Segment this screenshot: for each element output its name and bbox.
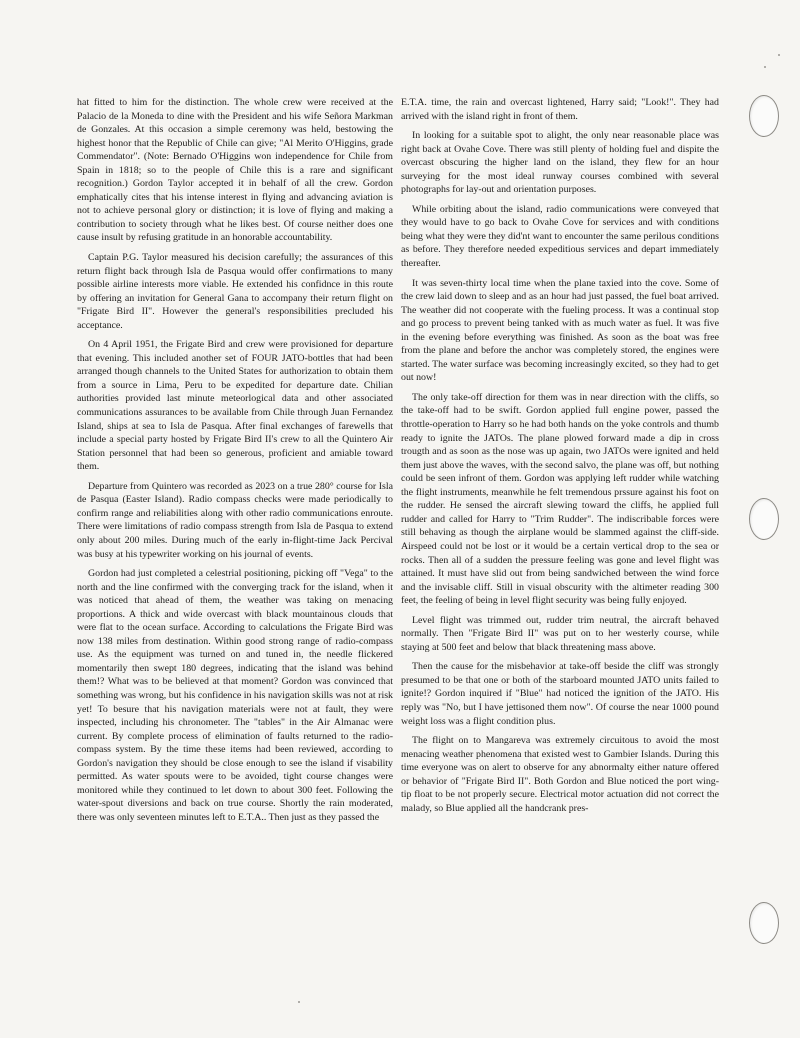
paragraph: E.T.A. time, the rain and overcast lightened, Harry said; "Look!". They had arrived with the island right in front of them. bbox=[401, 97, 719, 122]
punch-hole-bottom bbox=[749, 902, 779, 944]
paragraph: hat fitted to him for the distinction. The whole crew were received at the Palacio de la Moneda to dine with the President and his wife Señora Markman de Gonzales. At this occasion a simple ceremony was held, bestowing the highest honor that the Republic of Chile can give; "Al Merito O'Higgins, grade Commendator". (Note: Bernado O'Higgins won independence for Chile from Spain in 1818; so to the people of Chile this is a rare and significant recognition.) Gordon Taylor accepted it in behalf of all the crew. Gordon emphatically cites that his intense interest in flying and advancing aviation is not to achieve personal glory or distinction; it is love of flying and making a contribution to society through what he likes best. Of course neither does one cause insult by refusing gratitude in an honorable accountability. bbox=[77, 97, 393, 244]
left-text-column bbox=[77, 96, 393, 830]
paragraph: Level flight was trimmed out, rudder trim neutral, the aircraft behaved normally. Then "Frigate Bird II" was put on to her westerly course, while staying at 500 feet and below that black threatening mass above. bbox=[401, 614, 719, 653]
paragraph: It was seven-thirty local time when the plane taxied into the cove. Some of the crew laid down to sleep and as an hour had just passed, the fuel boat arrived. The weather did not cooperate with the fueling process. It was a continual stop and go process to prevent being tanked with as much water as fuel. It was five in the evening before everything was finished. As soon as the boat was free from the plane and before the anchor was completely stored, the engines were started. The water surface was becoming increasingly excited, so they had to get out now! bbox=[401, 277, 719, 384]
paragraph: On 4 April 1951, the Frigate Bird and crew were provisioned for departure that evening. This included another set of FOUR JATO-bottles that had been arranged though channels to the United States for authorization to obtain them from a source in Lima, Peru to be expedited for departure date. Chilian authorities provided last minute meteorlogical data and other associated communications assurances to be available from Chile through Juan Fernandez Island, ships at sea to Isla de Pasqua. After final exchanges of farewells that include a special party hosted by Frigate Bird II's crew to all the Quintero Air Station personnel that had been so generous, proficient and amiable toward them. bbox=[77, 339, 393, 473]
paper-speck bbox=[778, 54, 780, 56]
punch-hole-middle bbox=[749, 498, 779, 540]
paragraph: Captain P.G. Taylor measured his decision carefully; the assurances of this return flight back through Isla de Pasqua would offer confirmations to many possible airline interests more viable. He extended his confidnce in this route by offering an invitation for General Gana to accompany their return flight on "Frigate Bird II". However the general's responsibilities precluded his acceptance. bbox=[77, 252, 393, 331]
paragraph: Then the cause for the misbehavior at take-off beside the cliff was strongly presumed to be that one or both of the starboard mounted JATO units failed to ignite!? Gordon inquired if "Blue" had noticed the ignition of the JATO. His reply was "No, but I have jettisoned them now". Of course the near 1000 pound weight loss was a flight condition plus. bbox=[401, 661, 719, 727]
paragraph: While orbiting about the island, radio communications were conveyed that they would have to go back to Ovahe Cove for services and with conditions being what they were they did'nt want to encounter the same perilous conditions as before. They therefore needed expeditious services and depart immediately thereafter. bbox=[401, 203, 719, 270]
paragraph: The flight on to Mangareva was extremely circuitous to avoid the most menacing weather phenomena that existed west to Gambier Islands. During this time everyone was on alert to observe for any abnormalty either nature offered or behavior of "Frigate Bird II". Both Gordon and Blue noticed the port wing-tip float to be not properly secure. Electrical motor actuation did not correct the malady, so Blue applied all the handcrank pres- bbox=[401, 735, 719, 814]
punch-hole-top bbox=[749, 95, 779, 137]
paper-speck bbox=[764, 66, 766, 68]
paper-speck bbox=[298, 1001, 300, 1003]
paragraph: In looking for a suitable spot to alight, the only near reasonable place was right back at Ovahe Cove. There was still plenty of holding fuel and dispite the overcast obscuring the higher land on the island, they flew for an hour surveying for the most ideal runway courses combined with several photographs for lay-out and orientation purposes. bbox=[401, 130, 719, 196]
paragraph: Departure from Quintero was recorded as 2023 on a true 280° course for Isla de Pasqua (Easter Island). Radio compass checks were made periodically to confirm range and reliabilities along with other radio communications enroute. There were limitations of radio compass strength from Isla de Pasqua to extend only about 200 miles. During much of the early in-flight-time Jack Percival was busy at his typewriter working on his journal of events. bbox=[77, 480, 393, 560]
right-text-column bbox=[401, 96, 719, 821]
paragraph: Gordon had just completed a celestrial positioning, picking off "Vega" to the north and the line confirmed with the converging track for the island, when it was noticed that ahead of them, the weather was taking on menacing proportions. A thick and wide overcast with black mountainous clouds that were flat to the ocean surface. According to calculations the Frigate Bird was now 138 miles from destination. Within good strong range of radio-compass use. As the equipment was turned on and tuned in, the needle flickered momentarily then swept 180 degrees, indicating that the island was behind them!? What was to be believed at that moment? Gordon was convinced that something was wrong, but his confidence in his navigation skills was not at risk yet! To besure that his navigation materials were not at fault, they were inspected, including his chronometer. The "tables" in the Air Almanac were current. By complete process of elimination of faults returned to the radio-compass system. By the time these items had been reviewed, according to Gordon's navigation they should be close enough to see the island if visability permitted. As water spouts were to be avoided, tight course changes were monitored while they continued to let down to about 300 feet. Following the water-spout diversions and back on true course. Shortly the rain moderated, there was only seventeen minutes left to E.T.A.. Then just as they passed the bbox=[77, 568, 393, 823]
paragraph: The only take-off direction for them was in near direction with the cliffs, so the take-off had to be swift. Gordon applied full engine power, passed the throttle-operation to Harry so he had both hands on the yoke controls and thumb ready to ignite the JATOs. The plane plowed forward made a dip in cross trougth and as soon as the nose was up again, two JATOs were ignited and held them just above the waves, with the second salvo, the plane was off, but nothing could be seen infront of them. Gordon was applying left rudder while watching the flight instruments, meanwhile he felt tremendous prssure against his foot on the rudder. He sensed the aircraft slewing toward the cliffs, he applied full rudder and called for Harry to "Trim Rudder". The indiscribable forces were still behaving as though the airplane would be slammed against the cliff-side. Airspeed could not be lost or it would be a certain vertical drop to the sea or rocks. Then all of a sudden the pressure feeling was gone and level flight was attained. It must have slid out from being sandwiched between the wind force and the invisable cliff. Still in visual obscurity with the altimeter reading 300 feet, the feeling of being in level flight security was being fully enjoyed. bbox=[401, 391, 719, 607]
